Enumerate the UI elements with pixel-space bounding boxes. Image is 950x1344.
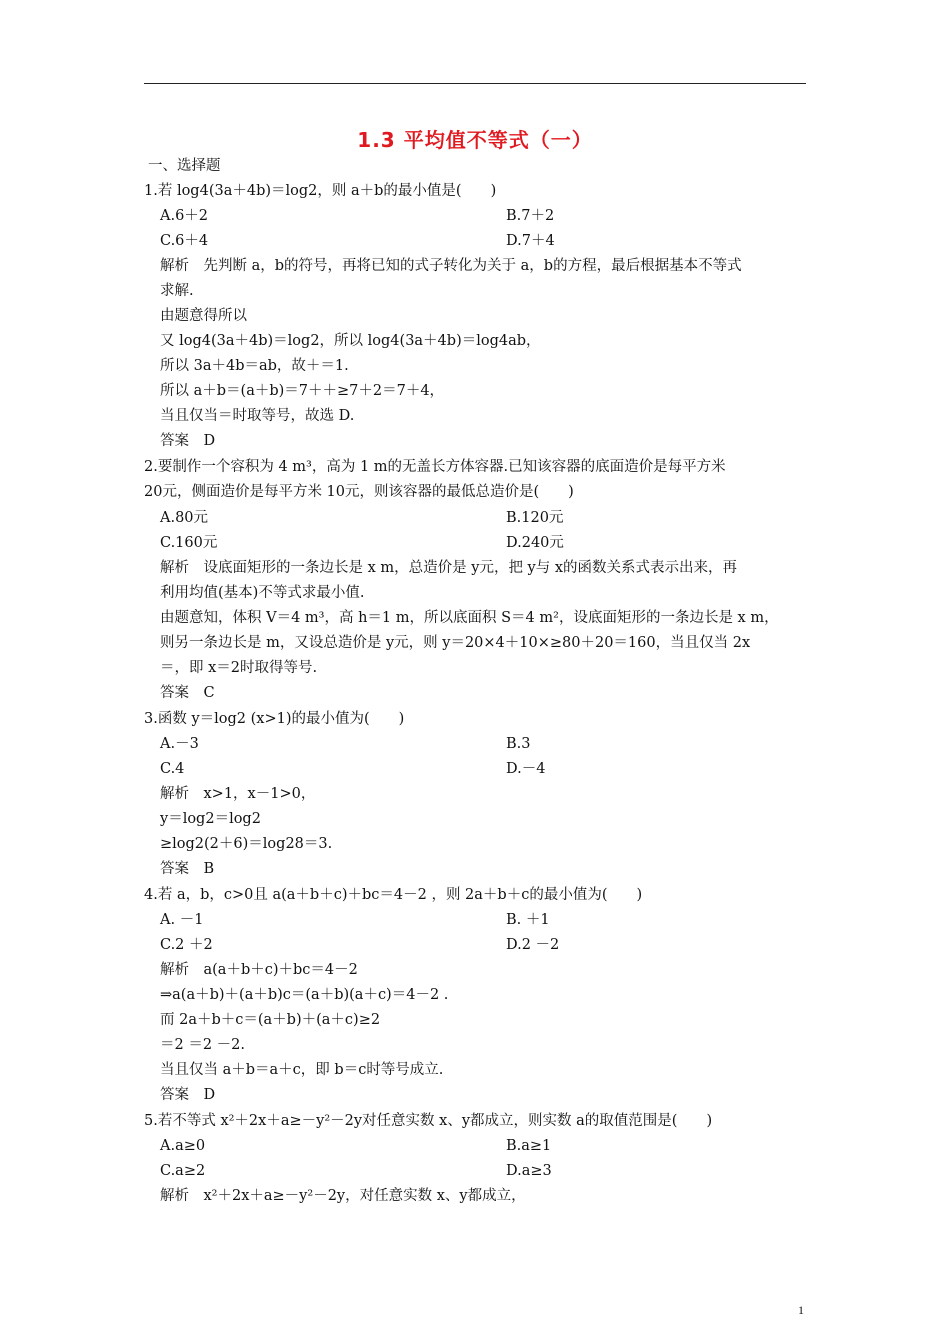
question-stem: 3.函数 y＝log2 (x>1)的最小值为( ): [144, 711, 405, 727]
text-line: 解析 先判断 a，b的符号，再将已知的式子转化为关于 a，b的方程，最后根据基本不等式: [160, 258, 742, 274]
text-line: B. ＋1: [506, 912, 550, 928]
section-header: 一、选择题: [148, 158, 221, 174]
text-line: D.2 －2: [506, 937, 560, 953]
text-line: B.3: [506, 736, 531, 752]
text-line: C.160元: [160, 535, 218, 551]
text-line: 答案 C: [160, 685, 215, 701]
text-line: ＝，即 x＝2时取得等号.: [160, 660, 318, 676]
header-rule: [144, 83, 806, 84]
text-line: 解析 x>1，x－1>0，: [160, 786, 316, 802]
text-line: ⇒a(a＋b)＋(a＋b)c＝(a＋b)(a＋c)＝4－2 .: [160, 987, 449, 1003]
text-line: 又 log4(3a＋4b)＝log2，所以 log4(3a＋4b)＝log4ab，: [160, 333, 541, 349]
question-stem: 2.要制作一个容积为 4 m³，高为 1 m的无盖长方体容器.已知该容器的底面造价是每平方米: [144, 459, 726, 475]
text-line: 所以 3a＋4b＝ab，故＋＝1.: [160, 358, 349, 374]
text-line: C.6＋4: [160, 233, 209, 249]
text-line: D.a≥3: [506, 1163, 552, 1179]
text-line: 答案 B: [160, 861, 215, 877]
text-line: D.－4: [506, 761, 546, 777]
text-line: D.7＋4: [506, 233, 555, 249]
text-line: A.6＋2: [160, 208, 209, 224]
text-line: 解析 x²＋2x＋a≥－y²－2y，对任意实数 x、y都成立，: [160, 1188, 526, 1204]
text-line: 则另一条边长是 m，又设总造价是 y元，则 y＝20×4＋10×≥80＋20＝160，当且仅当 2x: [160, 635, 751, 651]
text-line: ＝2 ＝2 －2.: [160, 1037, 246, 1053]
text-line: 答案 D: [160, 433, 216, 449]
text-line: 解析 a(a＋b＋c)＋bc＝4－2: [160, 962, 358, 978]
text-line: 求解.: [160, 283, 194, 299]
text-line: C.4: [160, 761, 185, 777]
page-title: 1.3 平均值不等式（一）: [357, 128, 593, 152]
text-line: B.120元: [506, 510, 564, 526]
text-line: B.a≥1: [506, 1138, 552, 1154]
text-line: 解析 设底面矩形的一条边长是 x m，总造价是 y元，把 y与 x的函数关系式表示出来，再: [160, 560, 738, 576]
question-stem: 20元，侧面造价是每平方米 10元，则该容器的最低总造价是( ): [144, 484, 574, 500]
text-line: 当且仅当 a＋b＝a＋c，即 b＝c时等号成立.: [160, 1062, 444, 1078]
text-line: 由题意得所以: [160, 308, 247, 324]
text-line: 利用均值(基本)不等式求最小值.: [160, 585, 365, 601]
text-line: C.a≥2: [160, 1163, 206, 1179]
text-line: 由题意知，体积 V＝4 m³，高 h＝1 m，所以底面积 S＝4 m²，设底面矩形的一条边长是 x m，: [160, 610, 779, 626]
text-line: 而 2a＋b＋c＝(a＋b)＋(a＋c)≥2: [160, 1012, 381, 1028]
question-stem: 1.若 log4(3a＋4b)＝log2，则 a＋b的最小值是( ): [144, 183, 497, 199]
question-stem: 4.若 a，b，c>0且 a(a＋b＋c)＋bc＝4－2 ，则 2a＋b＋c的最小值为( ): [144, 887, 643, 903]
text-line: 答案 D: [160, 1087, 216, 1103]
text-line: 所以 a＋b＝(a＋b)＝7＋＋≥7＋2＝7＋4，: [160, 383, 445, 399]
text-line: C.2 ＋2: [160, 937, 213, 953]
text-line: A.a≥0: [160, 1138, 206, 1154]
text-line: A. －1: [160, 912, 204, 928]
page-number: 1: [798, 1303, 804, 1317]
text-line: ≥log2(2＋6)＝log28＝3.: [160, 836, 333, 852]
text-line: A.80元: [160, 510, 209, 526]
text-line: y＝log2＝log2: [160, 811, 261, 827]
text-line: B.7＋2: [506, 208, 555, 224]
text-line: D.240元: [506, 535, 564, 551]
question-stem: 5.若不等式 x²＋2x＋a≥－y²－2y对任意实数 x、y都成立，则实数 a的取值范围是( ): [144, 1113, 713, 1129]
text-line: 当且仅当＝时取等号，故选 D.: [160, 408, 355, 424]
text-line: A.－3: [160, 736, 199, 752]
